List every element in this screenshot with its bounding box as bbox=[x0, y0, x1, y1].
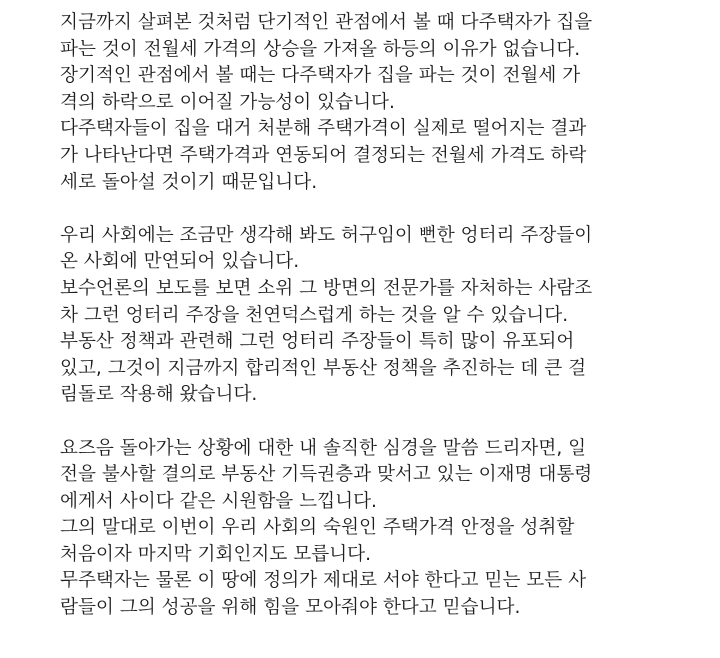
text-line: 다주택자들이 집을 대거 처분해 주택가격이 실제로 떨어지는 결과 bbox=[60, 118, 587, 140]
text-line: 세로 돌아설 것이기 때문입니다. bbox=[60, 171, 318, 193]
text-line: 처음이자 마지막 기회인지도 모릅니다. bbox=[60, 543, 372, 565]
paragraph-1 bbox=[60, 10, 660, 196]
text-line: 람들이 그의 성공을 위해 힘을 모아줘야 한다고 믿습니다. bbox=[60, 597, 521, 619]
text-line: 온 사회에 만연되어 있습니다. bbox=[60, 251, 300, 273]
paragraph-3 bbox=[60, 436, 660, 622]
text-line: 전을 불사할 결의로 부동산 기득권층과 맞서고 있는 이재명 대통령 bbox=[60, 464, 593, 486]
text-line: 파는 것이 전월세 가격의 상승을 가져올 하등의 이유가 없습니다. bbox=[60, 38, 581, 60]
text-line: 부동산 정책과 관련해 그런 엉터리 주장들이 특히 많이 유포되어 bbox=[60, 331, 575, 353]
text-line: 장기적인 관점에서 볼 때는 다주택자가 집을 파는 것이 전월세 가 bbox=[60, 65, 581, 87]
text-line: 에게서 사이다 같은 시원함을 느낍니다. bbox=[60, 490, 377, 512]
text-line: 가 나타난다면 주택가격과 연동되어 결정되는 전월세 가격도 하락 bbox=[60, 144, 587, 166]
text-line: 무주택자는 물론 이 땅에 정의가 제대로 서야 한다고 믿는 모든 사 bbox=[60, 570, 587, 592]
paragraph-2 bbox=[60, 223, 660, 409]
text-line: 차 그런 엉터리 주장을 천연덕스럽게 하는 것을 알 수 있습니다. bbox=[60, 304, 569, 326]
text-line: 지금까지 살펴본 것처럼 단기적인 관점에서 볼 때 다주택자가 집을 bbox=[60, 12, 593, 33]
text-line: 우리 사회에는 조금만 생각해 봐도 허구임이 뻔한 엉터리 주장들이 bbox=[60, 224, 593, 246]
text-line: 있고, 그것이 지금까지 합리적인 부동산 정책을 추진하는 데 큰 걸 bbox=[60, 357, 587, 379]
text-line: 림돌로 작용해 왔습니다. bbox=[60, 384, 258, 406]
document-body bbox=[60, 10, 660, 622]
text-line: 그의 말대로 이번이 우리 사회의 숙원인 주택가격 안정을 성취할 bbox=[60, 517, 575, 539]
text-line: 격의 하락으로 이어질 가능성이 있습니다. bbox=[60, 91, 395, 113]
text-line: 요즈음 돌아가는 상황에 대한 내 솔직한 심경을 말씀 드리자면, 일 bbox=[60, 437, 587, 459]
text-line: 보수언론의 보도를 보면 소위 그 방면의 전문가를 자처하는 사람조 bbox=[60, 277, 593, 299]
